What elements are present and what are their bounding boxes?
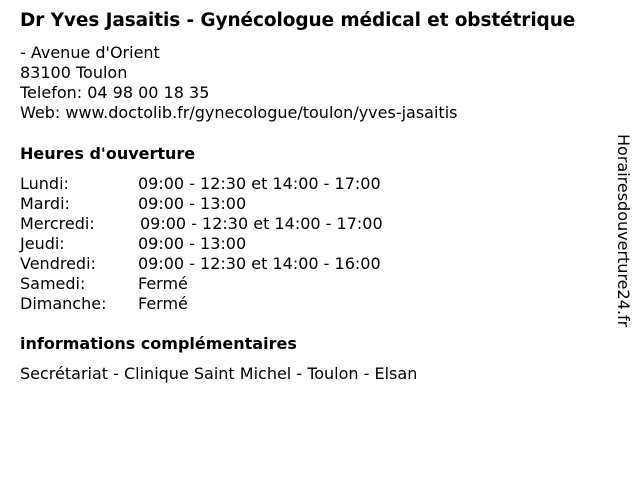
opening-hours-heading: Heures d'ouverture [20, 144, 196, 163]
day-label: Lundi: [20, 174, 69, 193]
day-label: Mercredi: [20, 214, 95, 233]
page-title: Dr Yves Jasaitis - Gynécologue médical et obstétrique [20, 10, 576, 31]
day-label: Vendredi: [20, 254, 96, 273]
day-label: Jeudi: [20, 234, 65, 253]
street-address: - Avenue d'Orient [20, 43, 160, 62]
day-hours: 09:00 - 12:30 et 14:00 - 16:00 [138, 254, 381, 273]
day-hours: 09:00 - 12:30 et 14:00 - 17:00 [138, 174, 381, 193]
additional-info-heading: informations complémentaires [20, 334, 297, 353]
site-watermark: Horairesdouverture24.fr [614, 134, 633, 328]
phone-number: Telefon: 04 98 00 18 35 [20, 83, 210, 102]
additional-info-text: Secrétariat - Clinique Saint Michel - Toulon - Elsan [20, 364, 418, 383]
website: Web: www.doctolib.fr/gynecologue/toulon/yves-jasaitis [20, 103, 458, 122]
day-hours: 09:00 - 13:00 [138, 234, 247, 253]
day-label: Samedi: [20, 274, 86, 293]
day-hours: Fermé [138, 274, 188, 293]
day-hours: Fermé [138, 294, 188, 313]
address-block [20, 43, 457, 123]
city: 83100 Toulon [20, 63, 128, 82]
day-label: Dimanche: [20, 294, 107, 313]
day-hours: 09:00 - 13:00 [138, 194, 247, 213]
day-label: Mardi: [20, 194, 70, 213]
day-hours: 09:00 - 12:30 et 14:00 - 17:00 [140, 214, 383, 233]
